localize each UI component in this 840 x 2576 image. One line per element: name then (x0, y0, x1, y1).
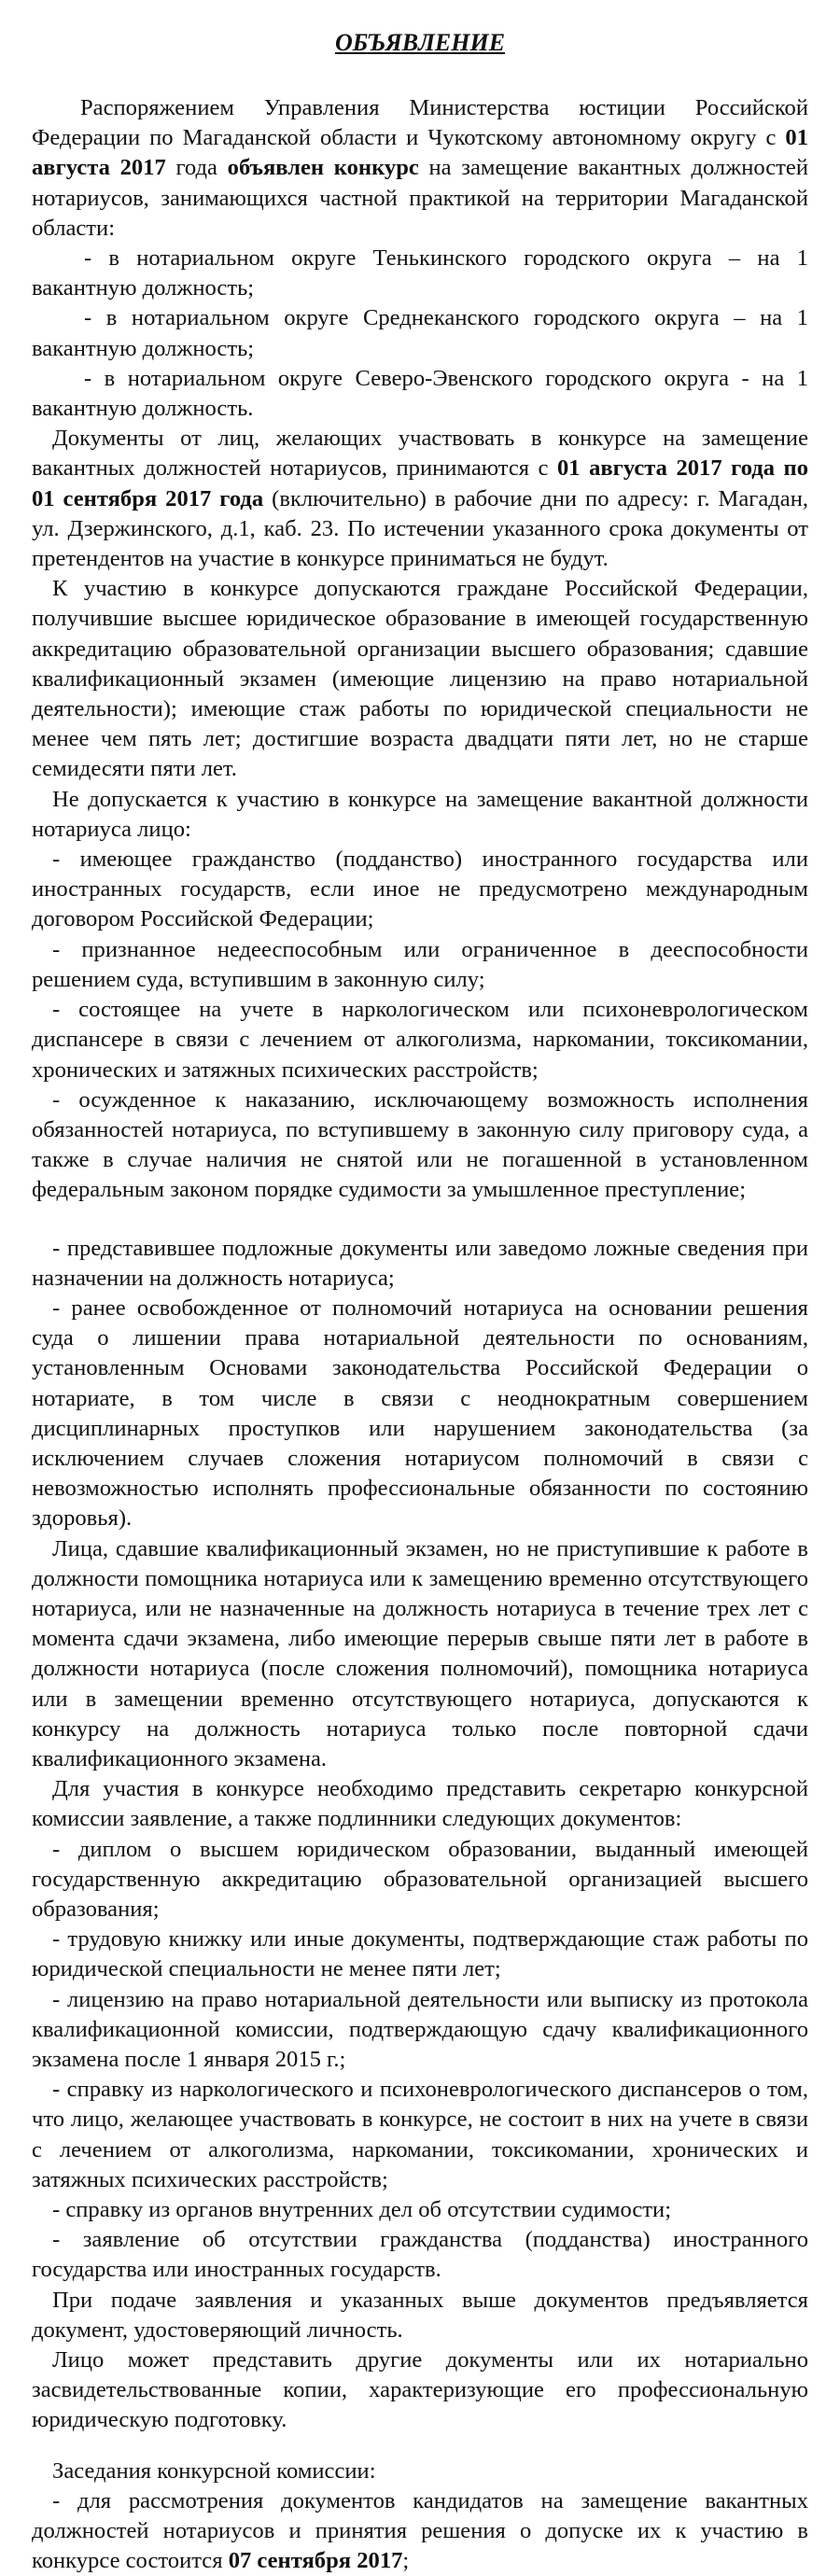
admission-paragraph: К участию в конкурсе допускаются граждане Российской Федерации, получившие высшее юридическое образование в имеющей государственную аккредитацию образовательной организации высшего образования; сдавшие квалификационный экзамен (имеющие лицензию на право нотариальной деятельности); имеющие стаж работы по юридической специальности не менее чем пять лет; достигшие возраста двадцати пяти лет, но не старше семидесяти пяти лет. (32, 576, 808, 782)
documents-text-1: Документы от лиц, желающих участвовать в конкурсе на замещение вакантных должностей нотариусов, принимаются с (32, 426, 808, 482)
sessions-text-1: - для рассмотрения документов кандидатов на замещение вакантных должностей нотариусов и принятия решения о допуске их к участию в конкурсе состоится (32, 2487, 808, 2574)
required-item: - лицензию на право нотариальной деятельности или выписку из протокола квалификационной комиссии, подтверждающую сдачу квалификационного экзамена после 1 января 2015 г.; (32, 1986, 808, 2072)
intro-text-1: Распоряжением Управления Министерства юстиции Российской Федерации по Магаданской области и Чукотскому автономному округу с (32, 95, 808, 151)
not-admitted-item: - осужденное к наказанию, исключающему возможность исполнения обязанностей нотариуса, по вступившему в законную силу приговору суда, а также в случае наличия не снятой или не погашенной в установленном федеральным законом порядке судимости за умышленное преступление; (32, 1086, 808, 1203)
documents-paragraph (32, 424, 808, 574)
sessions-date: 07 сентября 2017 (228, 2548, 403, 2574)
required-item: - заявление об отсутствии гражданства (подданства) иностранного государства или иностранных государств. (32, 2227, 808, 2283)
documents-text-2: (включительно) в рабочие дни по адресу: г. Магадан, ул. Дзержинского, д.1, каб. 23. По истечении указанного срока документы от претендентов на участие в конкурсе приниматься не будут. (32, 485, 808, 572)
required-item: - справку из органов внутренних дел об отсутствии судимости; (52, 2197, 672, 2223)
required-item: - диплом о высшем юридическом образовании, выданный имеющей государственную аккредитацию образовательной организацией высшего образования; (32, 1836, 808, 1922)
intro-text-2: года (165, 155, 228, 181)
other-documents-paragraph: Лицо может представить другие документы или их нотариально засвидетельствованные копии, характеризующие его профессиональную юридическую подготовку. (32, 2347, 808, 2433)
not-admitted-item: - признанное недееспособным или ограниченное в дееспособности решением суда, вступившим в законную силу; (32, 936, 808, 992)
sessions-intro: Заседания конкурсной комиссии: (52, 2457, 376, 2484)
identity-paragraph: При подаче заявления и указанных выше документов предъявляется документ, удостоверяющий личность. (32, 2287, 808, 2343)
documents-dates: 01 августа 2017 года по 01 сентября 2017 года (32, 455, 808, 511)
intro-contest-announced: объявлен конкурс (227, 155, 419, 181)
intro-paragraph (32, 93, 808, 244)
not-admitted-item: - ранее освобожденное от полномочий нотариуса на основании решения суда о лишении права нотариальной деятельности по основаниям, установленным Основами законодательства Российской Федерации о нотариате, в том числе в связи с неоднократным совершением дисциплинарных проступков или нарушением законодательства (за исключением случаев сложения нотариусом полномочий в связи с невозможностью исполнять профессиональные обязанности по состоянию здоровья). (32, 1295, 808, 1532)
sessions-text-2: ; (402, 2548, 410, 2574)
qualified-paragraph: Лица, сдавшие квалификационный экзамен, но не приступившие к работе в должности помощника нотариуса или к замещению временно отсутствующего нотариуса, или не назначенные на должность нотариуса в течение трех лет с момента сдачи экзамена, либо имеющие перерыв свыше пяти лет в работе в должности нотариуса (после сложения полномочий), помощника нотариуса или в замещении временно отсутствующего нотариуса, допускаются к конкурсу на должность нотариуса только после повторной сдачи квалификационного экзамена. (32, 1535, 808, 1771)
not-admitted-intro: Не допускается к участию в конкурсе на замещение вакантной должности нотариуса лицо: (32, 786, 808, 842)
district-item: - в нотариальном округе Северо-Эвенского городского округа - на 1 вакантную должность. (32, 365, 808, 422)
district-item: - в нотариальном округе Тенькинского городского округа – на 1 вакантную должность; (32, 245, 808, 301)
required-item: - справку из наркологического и психоневрологического диспансеров о том, что лицо, желающее участвовать в конкурсе, не состоит в них на учете в связи с лечением от алкоголизма, наркомании, токсикомании, хронических и затяжных психических расстройств; (32, 2077, 808, 2192)
document-title: ОБЪЯВЛЕНИЕ (334, 29, 506, 56)
required-item: - трудовую книжку или иные документы, подтверждающие стаж работы по юридической специальности не менее пяти лет; (32, 1926, 808, 1982)
district-item: - в нотариальном округе Среднеканского городского округа – на 1 вакантную должность; (32, 305, 808, 361)
sessions-item (32, 2486, 808, 2576)
intro-date: 01 августа 2017 (32, 125, 808, 181)
not-admitted-item: - представившее подложные документы или заведомо ложные сведения при назначении на должность нотариуса; (32, 1235, 808, 1291)
intro-text-3: на замещение вакантных должностей нотариусов, занимающихся частной практикой на территории Магаданской области: (32, 155, 809, 241)
not-admitted-item: - состоящее на учете в наркологическом или психоневрологическом диспансере в связи с лечением от алкоголизма, наркомании, токсикомании, хронических и затяжных психических расстройств; (32, 997, 808, 1083)
not-admitted-item: - имеющее гражданство (подданство) иностранного государства или иностранных государств, если иное не предусмотрено международным договором Российской Федерации; (32, 847, 808, 932)
required-intro: Для участия в конкурсе необходимо представить секретарю конкурсной комиссии заявление, а также подлинники следующих документов: (32, 1776, 808, 1832)
